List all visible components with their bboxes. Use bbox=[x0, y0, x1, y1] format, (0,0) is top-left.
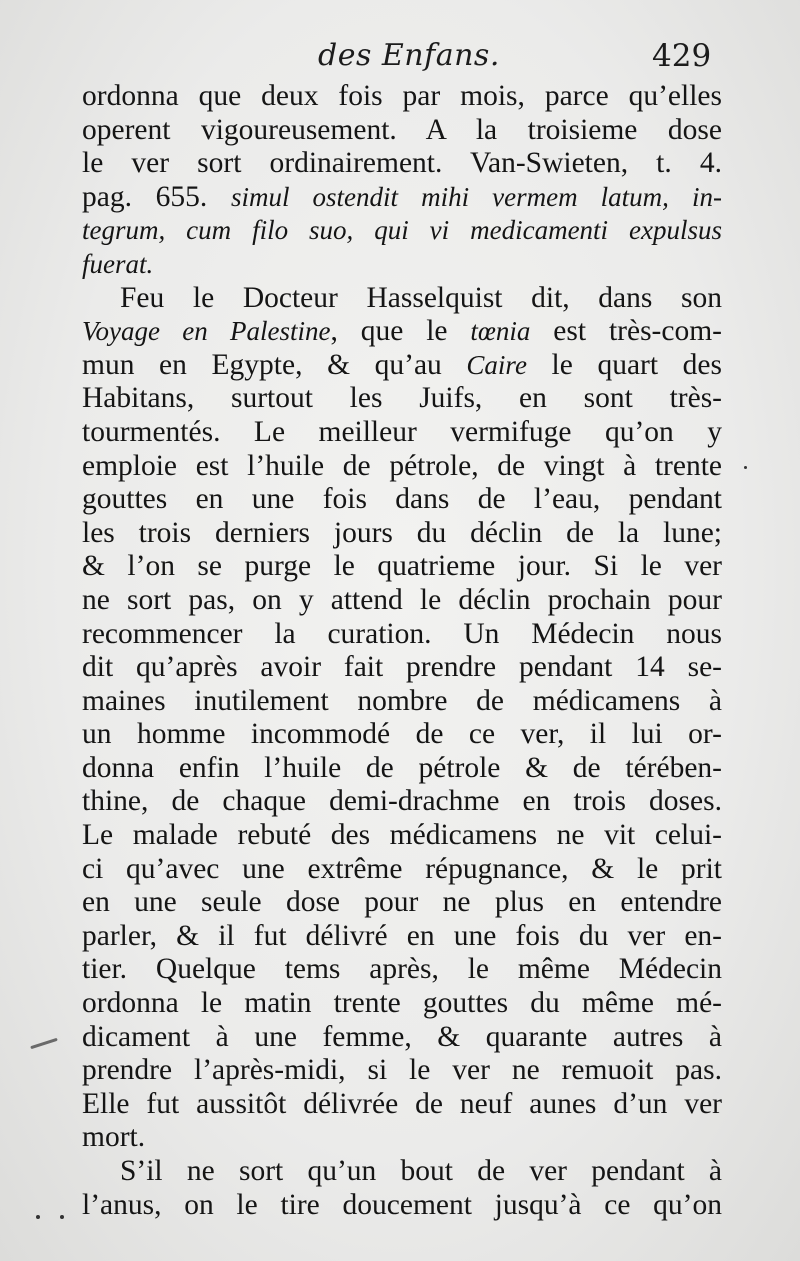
ink-speck bbox=[36, 1215, 40, 1219]
text-line bbox=[82, 752, 722, 786]
text-line bbox=[82, 550, 722, 584]
text-line bbox=[82, 1088, 722, 1122]
text-segment: ordonna le matin trente gouttes du même mé- bbox=[82, 987, 722, 1020]
page-number: 429 bbox=[652, 38, 712, 74]
text-line bbox=[82, 651, 722, 685]
italic-text: Voyage en Palestine bbox=[82, 316, 331, 347]
italic-text: simul ostendit mihi vermem latum, in- bbox=[230, 181, 722, 212]
text-line bbox=[82, 282, 722, 316]
text-segment: , que le bbox=[330, 315, 471, 348]
text-segment: Feu le Docteur Hasselquist dit, dans son bbox=[120, 281, 722, 314]
text-line bbox=[82, 618, 722, 652]
text-segment: un homme incommodé de ce ver, il lui or- bbox=[82, 718, 722, 751]
text-segment: pag. 655. bbox=[82, 180, 231, 213]
text-segment: thine, de chaque demi-drachme en trois doses. bbox=[82, 785, 722, 818]
text-segment: Elle fut aussitôt délivrée de neuf aunes d’un ver bbox=[82, 1087, 722, 1120]
text-line bbox=[82, 1054, 722, 1088]
text-segment: maines inutilement nombre de médicamens à bbox=[82, 684, 722, 717]
text-segment: & l’on se purge le quatrieme jour. Si le ver bbox=[82, 550, 722, 583]
italic-text: fuerat. bbox=[82, 248, 154, 279]
text-segment: emploie est l’huile de pétrole, de vingt à trente bbox=[82, 449, 722, 482]
text-segment: dicament à une femme, & quarante autres à bbox=[82, 1020, 722, 1053]
text-segment: en une seule dose pour ne plus en entendre bbox=[82, 886, 722, 919]
text-segment: S’il ne sort qu’un bout de ver pendant à bbox=[120, 1155, 722, 1187]
text-segment: mort. bbox=[82, 1121, 146, 1154]
text-line bbox=[82, 1155, 722, 1189]
text-line bbox=[82, 181, 722, 215]
text-line bbox=[82, 685, 722, 719]
text-line bbox=[82, 920, 722, 954]
text-segment: tourmentés. Le meilleur vermifuge qu’on y bbox=[82, 415, 722, 448]
text-line bbox=[82, 1121, 722, 1155]
text-segment: Le malade rebuté des médicamens ne vit celui- bbox=[82, 819, 722, 852]
ink-speck bbox=[60, 1215, 64, 1219]
text-segment: mun en Egypte, & qu’au bbox=[82, 348, 467, 381]
text-line bbox=[82, 987, 722, 1021]
text-segment: tier. Quelque tems après, le même Médecin bbox=[82, 953, 722, 986]
text-segment: donna enfin l’huile de pétrole & de térében- bbox=[82, 751, 722, 784]
text-segment: parler, & il fut délivré en une fois du ver en- bbox=[82, 919, 722, 952]
text-line bbox=[82, 416, 722, 450]
text-line bbox=[82, 886, 722, 920]
body-text bbox=[82, 80, 722, 1222]
italic-text: tœnia bbox=[470, 316, 531, 347]
text-line bbox=[82, 349, 722, 383]
text-segment: ordonna que deux fois par mois, parce qu’elles bbox=[82, 80, 722, 112]
text-line bbox=[82, 1189, 722, 1223]
text-segment: dit qu’après avoir fait prendre pendant 14 se- bbox=[82, 651, 722, 684]
text-segment: recommencer la curation. Un Médecin nous bbox=[82, 617, 722, 650]
text-line bbox=[82, 114, 722, 148]
text-line bbox=[82, 819, 722, 853]
text-line bbox=[82, 450, 722, 484]
text-segment: Habitans, surtout les Juifs, en sont très- bbox=[82, 382, 722, 415]
text-line bbox=[82, 517, 722, 551]
text-segment: est très-com- bbox=[530, 315, 722, 348]
text-segment: les trois derniers jours du déclin de la lune; bbox=[82, 516, 722, 549]
running-title: des Enfans. bbox=[318, 38, 500, 73]
text-segment: ci qu’avec une extrême répugnance, & le prit bbox=[82, 852, 722, 885]
ink-speck bbox=[744, 466, 747, 469]
text-segment: le quart des bbox=[526, 348, 722, 381]
text-segment: ne sort pas, on y attend le déclin prochain pour bbox=[82, 583, 722, 616]
text-segment: operent vigoureusement. A la troisieme dose bbox=[82, 113, 722, 146]
text-line bbox=[82, 718, 722, 752]
text-line bbox=[82, 1021, 722, 1055]
text-line bbox=[82, 953, 722, 987]
text-line bbox=[82, 80, 722, 114]
text-line bbox=[82, 584, 722, 618]
text-line bbox=[82, 315, 722, 349]
text-segment: l’anus, on le tire doucement jusqu’à ce qu’on bbox=[82, 1188, 722, 1221]
text-line bbox=[82, 382, 722, 416]
text-line bbox=[82, 248, 722, 282]
text-segment: prendre l’après-midi, si le ver ne remuoit pas. bbox=[82, 1054, 722, 1087]
italic-text: tegrum, cum filo suo, qui vi medicamenti expulsus bbox=[82, 215, 722, 246]
text-segment: le ver sort ordinairement. Van-Swieten, t. 4. bbox=[82, 147, 722, 180]
text-line bbox=[82, 853, 722, 887]
text-line bbox=[82, 147, 722, 181]
text-line bbox=[82, 785, 722, 819]
ink-smudge bbox=[30, 1038, 58, 1050]
text-segment: gouttes en une fois dans de l’eau, pendant bbox=[82, 483, 722, 516]
text-line bbox=[82, 483, 722, 517]
text-line bbox=[82, 214, 722, 248]
page-header bbox=[0, 32, 800, 78]
italic-text: Caire bbox=[466, 349, 527, 380]
